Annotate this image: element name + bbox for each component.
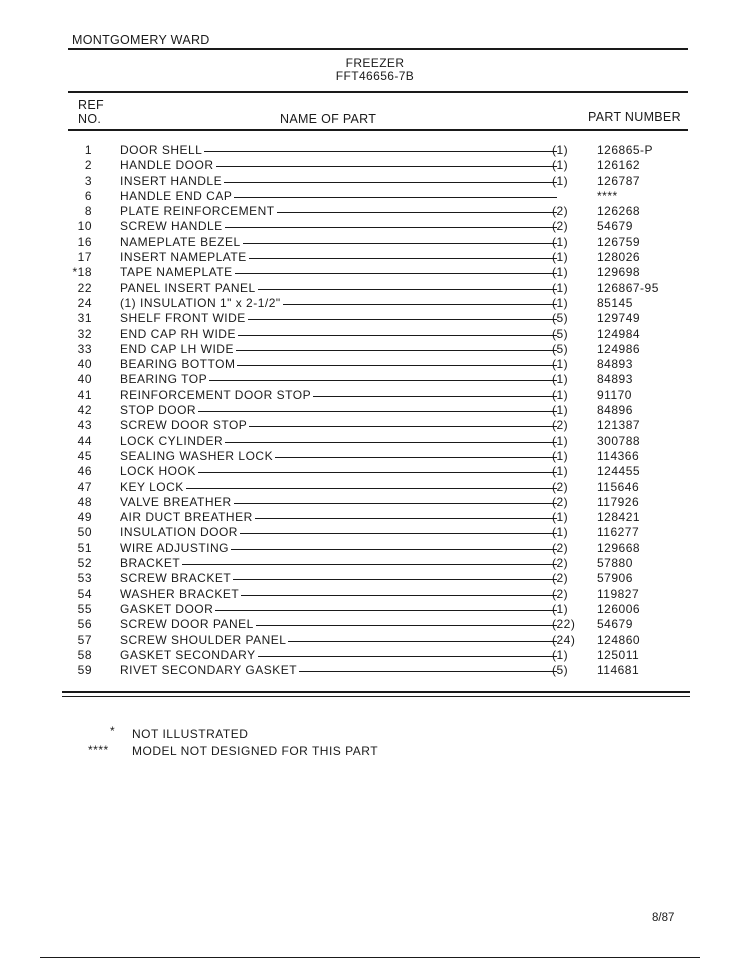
part-number: 128421 [597, 510, 641, 525]
ref-number: 44 [77, 433, 92, 448]
table-row [0, 189, 750, 204]
part-number: 54679 [597, 219, 633, 234]
quantity: (24) [552, 632, 576, 647]
quantity: (2) [552, 204, 569, 219]
quantity: (1) [552, 280, 569, 295]
part-name: LOCK HOOK [120, 464, 196, 479]
table-row [0, 158, 750, 173]
ref-number: 8 [84, 204, 92, 219]
part-number: 124860 [597, 632, 641, 647]
quantity: (5) [552, 326, 569, 341]
col-part-number: PART NUMBER [588, 110, 681, 124]
quantity: (1) [552, 234, 569, 249]
part-number: 116277 [597, 525, 640, 540]
part-name: WIRE ADJUSTING [120, 540, 230, 555]
table-row [0, 265, 750, 280]
parts-list [0, 143, 750, 678]
part-name: VALVE BREATHER [120, 494, 232, 509]
ref-number: 48 [77, 494, 92, 509]
col-name-of-part: NAME OF PART [280, 112, 377, 126]
ref-number: 2 [84, 158, 92, 173]
ref-number: 43 [77, 418, 92, 433]
col-ref-line2: NO. [78, 112, 102, 126]
quantity: (2) [552, 586, 569, 601]
table-row [0, 235, 750, 250]
part-number: 57906 [597, 571, 633, 586]
ref-number: 55 [77, 601, 92, 616]
document-title: FREEZER [345, 56, 405, 70]
part-name: PANEL INSERT PANEL [120, 280, 256, 295]
leader-line [120, 564, 557, 565]
quantity: (22) [552, 617, 576, 632]
part-name: REINFORCEMENT DOOR STOP [120, 387, 312, 402]
table-row [0, 480, 750, 495]
table-row [0, 648, 750, 663]
part-name: INSERT HANDLE [120, 173, 223, 188]
part-name: GASKET DOOR [120, 601, 214, 616]
ref-number: 46 [77, 464, 92, 479]
header-top-rule [68, 91, 688, 93]
table-row [0, 602, 750, 617]
quantity: (2) [552, 418, 569, 433]
note-1-mark: * [110, 724, 116, 738]
part-number: 300788 [597, 433, 641, 448]
table-row [0, 296, 750, 311]
ref-number: 40 [77, 357, 92, 372]
ref-number: 24 [77, 295, 92, 310]
table-row [0, 357, 750, 372]
part-name: HANDLE END CAP [120, 188, 233, 203]
quantity: (1) [552, 265, 569, 280]
ref-number: 10 [77, 219, 92, 234]
table-row [0, 327, 750, 342]
quantity: (1) [552, 525, 569, 540]
table-row [0, 342, 750, 357]
table-row [0, 449, 750, 464]
table-row [0, 571, 750, 586]
part-name: HANDLE DOOR [120, 158, 214, 173]
part-name: NAMEPLATE BEZEL [120, 234, 241, 249]
table-row [0, 281, 750, 296]
part-number: 126759 [597, 234, 641, 249]
part-number: 126006 [597, 601, 641, 616]
part-number: 114366 [597, 448, 640, 463]
part-name: GASKET SECONDARY [120, 647, 256, 662]
table-row [0, 434, 750, 449]
header-bottom-rule [68, 129, 688, 131]
note-1-text: NOT ILLUSTRATED [132, 727, 249, 741]
part-number: 114681 [597, 663, 640, 678]
quantity: (1) [552, 295, 569, 310]
part-number: 117926 [597, 494, 640, 509]
part-name: BEARING BOTTOM [120, 357, 236, 372]
page-date: 8/87 [652, 912, 675, 924]
part-name: WASHER BRACKET [120, 586, 240, 601]
part-number: 119827 [597, 586, 640, 601]
quantity: (2) [552, 479, 569, 494]
quantity: (2) [552, 219, 569, 234]
table-row [0, 587, 750, 602]
ref-number: 22 [77, 280, 92, 295]
part-name: SHELF FRONT WIDE [120, 311, 246, 326]
col-ref-line1: REF [78, 98, 104, 112]
part-name: END CAP RH WIDE [120, 326, 236, 341]
list-bottom-rule-2 [62, 696, 690, 697]
part-name: TAPE NAMEPLATE [120, 265, 233, 280]
table-row [0, 372, 750, 387]
ref-number: 45 [77, 448, 92, 463]
part-number: 121387 [597, 418, 641, 433]
ref-number: 54 [77, 586, 92, 601]
ref-number: 6 [84, 188, 92, 203]
part-number: 126867-95 [597, 280, 659, 295]
part-number: 129698 [597, 265, 641, 280]
part-name: END CAP LH WIDE [120, 341, 234, 356]
ref-number: 59 [77, 663, 92, 678]
footer-rule [40, 957, 700, 958]
ref-number: *18 [72, 265, 92, 280]
quantity: (1) [552, 448, 569, 463]
quantity: (1) [552, 158, 569, 173]
ref-number: 53 [77, 571, 92, 586]
table-row [0, 403, 750, 418]
part-name: SCREW SHOULDER PANEL [120, 632, 287, 647]
table-row [0, 556, 750, 571]
table-row [0, 204, 750, 219]
part-name: SCREW DOOR STOP [120, 418, 248, 433]
part-name: BRACKET [120, 556, 181, 571]
table-row [0, 617, 750, 632]
part-name: PLATE REINFORCEMENT [120, 204, 275, 219]
part-name: INSULATION DOOR [120, 525, 238, 540]
ref-number: 58 [77, 647, 92, 662]
part-number: 115646 [597, 479, 640, 494]
quantity: (1) [552, 510, 569, 525]
quantity: (2) [552, 540, 569, 555]
ref-number: 52 [77, 556, 92, 571]
part-number: 124984 [597, 326, 641, 341]
part-number: 126268 [597, 204, 641, 219]
part-name: SCREW BRACKET [120, 571, 232, 586]
ref-number: 51 [77, 540, 92, 555]
table-row [0, 495, 750, 510]
quantity: (1) [552, 464, 569, 479]
ref-number: 50 [77, 525, 92, 540]
part-number: 91170 [597, 387, 632, 402]
quantity: (1) [552, 433, 569, 448]
ref-number: 42 [77, 403, 92, 418]
ref-number: 56 [77, 617, 92, 632]
ref-number: 16 [77, 234, 92, 249]
table-row [0, 143, 750, 158]
ref-number: 41 [77, 387, 92, 402]
part-name: DOOR SHELL [120, 143, 203, 157]
quantity: (5) [552, 663, 569, 678]
part-number: 126865-P [597, 143, 654, 157]
table-row [0, 541, 750, 556]
part-number: 129749 [597, 311, 641, 326]
part-name: SCREW HANDLE [120, 219, 223, 234]
quantity: (1) [552, 250, 569, 265]
part-name: SEALING WASHER LOCK [120, 448, 274, 463]
table-row [0, 663, 750, 678]
top-rule [68, 48, 688, 50]
table-row [0, 174, 750, 189]
part-name: AIR DUCT BREATHER [120, 510, 253, 525]
table-row [0, 311, 750, 326]
table-row [0, 525, 750, 540]
ref-number: 17 [77, 250, 92, 265]
part-name: RIVET SECONDARY GASKET [120, 663, 298, 678]
part-number: 128026 [597, 250, 641, 265]
part-name: INSERT NAMEPLATE [120, 250, 247, 265]
part-number: 124986 [597, 341, 641, 356]
part-number: 129668 [597, 540, 641, 555]
ref-number: 3 [84, 173, 92, 188]
brand-name: MONTGOMERY WARD [72, 33, 210, 47]
part-name: LOCK CYLINDER [120, 433, 224, 448]
part-number: 84896 [597, 403, 633, 418]
part-number: 124455 [597, 464, 641, 479]
table-row [0, 388, 750, 403]
table-row [0, 219, 750, 234]
quantity: (1) [552, 372, 569, 387]
part-number: 126162 [597, 158, 641, 173]
part-name: KEY LOCK [120, 479, 184, 494]
quantity: (1) [552, 387, 569, 402]
note-2-text: MODEL NOT DESIGNED FOR THIS PART [132, 744, 379, 758]
ref-number: 47 [77, 479, 92, 494]
part-number: 125011 [597, 647, 640, 662]
model-number: FFT46656-7B [335, 69, 415, 83]
part-name: SCREW DOOR PANEL [120, 617, 254, 632]
quantity: (1) [552, 173, 569, 188]
ref-number: 57 [77, 632, 92, 647]
part-number: 84893 [597, 357, 633, 372]
ref-number: 31 [77, 311, 92, 326]
quantity: (1) [552, 403, 569, 418]
part-name: (1) INSULATION 1" x 2-1/2" [120, 295, 281, 310]
quantity: (2) [552, 556, 569, 571]
quantity: (1) [552, 143, 569, 157]
part-name: STOP DOOR [120, 403, 197, 418]
table-row [0, 250, 750, 265]
quantity: (5) [552, 311, 569, 326]
table-row [0, 633, 750, 648]
ref-number: 33 [77, 341, 92, 356]
part-number: 54679 [597, 617, 633, 632]
table-row [0, 510, 750, 525]
quantity: (1) [552, 601, 569, 616]
part-number: 126787 [597, 173, 641, 188]
part-name: BEARING TOP [120, 372, 208, 387]
quantity: (1) [552, 647, 569, 662]
ref-number: 32 [77, 326, 92, 341]
list-bottom-rule-1 [62, 691, 690, 693]
quantity: (2) [552, 494, 569, 509]
table-row [0, 464, 750, 479]
ref-number: 49 [77, 510, 92, 525]
note-2-mark: **** [88, 743, 109, 757]
part-number: 85145 [597, 295, 633, 310]
quantity: (1) [552, 357, 569, 372]
part-number: 84893 [597, 372, 633, 387]
quantity: (5) [552, 341, 569, 356]
part-number: 57880 [597, 556, 633, 571]
ref-number: 1 [84, 143, 92, 157]
quantity: (2) [552, 571, 569, 586]
table-row [0, 418, 750, 433]
part-number: **** [597, 188, 618, 203]
ref-number: 40 [77, 372, 92, 387]
